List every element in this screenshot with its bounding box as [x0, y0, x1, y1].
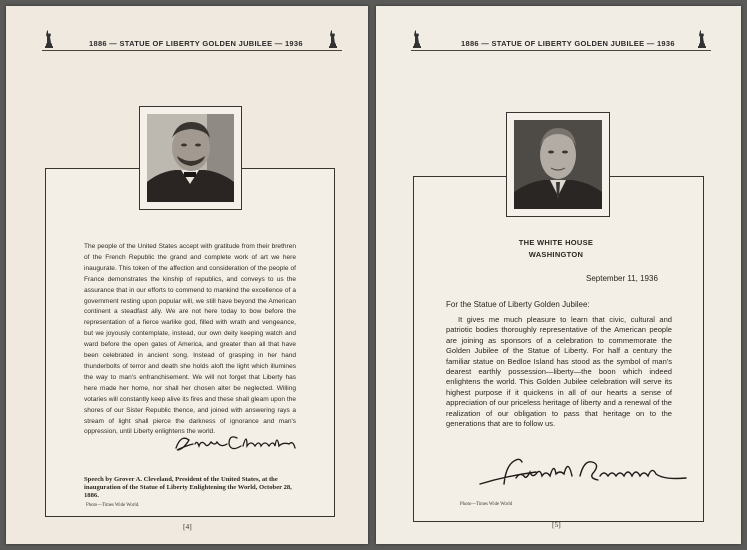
- right-page: [376, 6, 741, 544]
- statue-of-liberty-icon: [412, 30, 422, 48]
- speech-caption: Speech by Grover A. Cleveland, President of the United States, at the inauguration of the Statue of Liberty Enlightening the World, October 28, 1886.: [84, 476, 292, 499]
- statue-of-liberty-icon: [697, 30, 707, 48]
- photo-credit: Photo—Times Wide World: [460, 502, 513, 507]
- letterhead-white-house: THE WHITE HOUSE: [518, 238, 594, 247]
- letter-salutation: For the Statue of Liberty Golden Jubilee:: [446, 300, 590, 309]
- left-page: [6, 6, 368, 544]
- cleveland-signature: [171, 430, 301, 458]
- page-number: [5]: [552, 520, 561, 529]
- header-rule: [411, 50, 711, 51]
- page-number: [4]: [183, 522, 192, 531]
- roosevelt-portrait-image: [514, 120, 602, 209]
- letterhead-washington: WASHINGTON: [528, 250, 584, 259]
- letter-date: September 11, 1936: [586, 274, 658, 283]
- page-header: 1886 — STATUE OF LIBERTY GOLDEN JUBILEE — 1936: [89, 39, 303, 48]
- portrait-roosevelt: [506, 112, 610, 217]
- roosevelt-signature: [476, 454, 691, 490]
- photo-credit: Photo—Times Wide World.: [86, 503, 140, 508]
- statue-of-liberty-icon: [44, 30, 54, 48]
- roosevelt-letter-body: It gives me much pleasure to learn that civic, cultural and patriotic bodies thoroughly representative of the American people are joining as sponsors of a celebration to commemorate the Golden Jubilee of the Statue of Liberty. For half a century the familiar statue on Bedloe Island has stood as the symbol of man's dearest earthly possession—liberty—the boon which indeed enlightens the world. This Golden Jubilee celebration will serve its highest purpose if it quickens in all of our hearts a sense of appreciation of our priceless heritage of liberty and a renewal of the realization of our obligation to pass that heritage on to the generations that are to follow us.: [446, 315, 672, 429]
- cleveland-speech-text: The people of the United States accept with gratitude from their brethren of the French Republic the grand and complete work of art we here inaugurate. This token of the affection and consideration of the people of France demonstrates the kinship of republics, and conveys to us the assurance that in our efforts to commend to mankind the excellence of a government resting upon popular will, we still have beyond the American continent a steadfast ally. We are not here today to bow before the representation of a fierce warlike god, filled with wrath and vengeance, but we joyously contemplate, instead, our own deity keeping watch and ward before the open gates of America, and greater than all that have been celebrated in ancient song. Instead of grasping in her hand thunderbolts of terror and death she holds aloft the light which illumines the way to man's enfranchisement. We will not forget that Liberty has here made her home, nor shall her chosen alter be neglected. Willing votaries will constantly keep alive its fires and these shall gleam upon the shores of our Sister Republic thence, and joined with answering rays a stream of light shall pierce the darkness of ignorance and man's oppression, until Liberty enlightens the world.: [84, 243, 296, 436]
- page-header: 1886 — STATUE OF LIBERTY GOLDEN JUBILEE — 1936: [461, 39, 675, 48]
- cleveland-portrait-image: [147, 114, 234, 202]
- statue-of-liberty-icon: [328, 30, 338, 48]
- portrait-cleveland: [139, 106, 242, 210]
- header-rule: [42, 50, 342, 51]
